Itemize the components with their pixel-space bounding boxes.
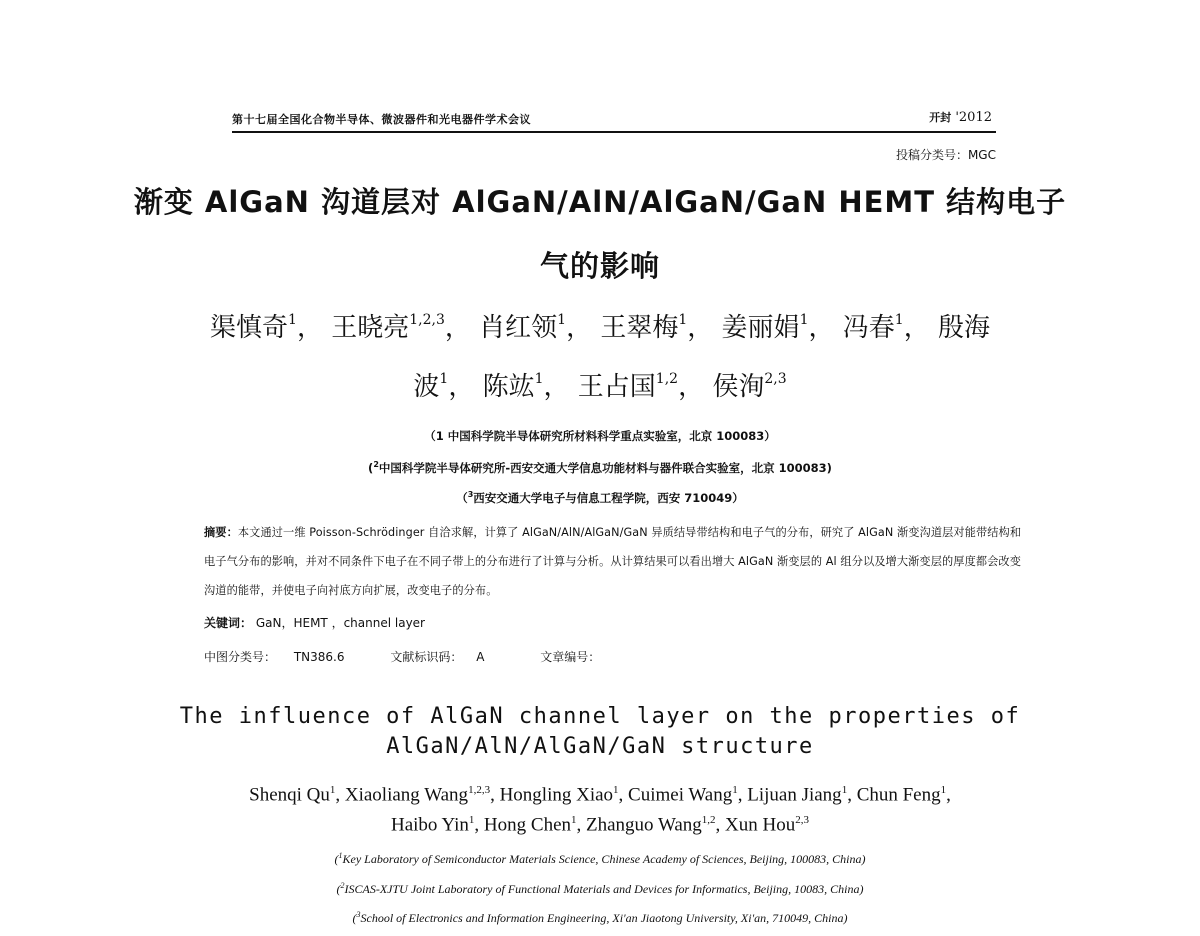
author-cn-sup: 2,3 [764,371,787,387]
article-number-label: 文章编号： [540,650,601,664]
keywords-text: GaN，HEMT ，channel layer [255,616,425,630]
affiliation-en-sup: 1 [338,851,343,860]
affiliation-en-sup: 2 [340,881,345,890]
keywords [204,614,425,631]
affiliation-en-1: ($^1$Key Laboratory of Semiconductor Materials Science, Chinese Academy of Sciences, Beijing, 100083, China) [334,851,866,866]
author-en-sup: 1,2 [701,814,716,826]
affiliation-cn-text: 西安交通大学电子与信息工程学院，西安 710049） [473,491,744,505]
author-en-sup: 1 [468,814,475,826]
author-en: Xiaoliang Wang [344,784,469,806]
affiliation-cn-3: （$^3$西安交通大学电子与信息工程学院，西安 710049） [456,490,744,505]
author-cn: 渠慎奇 [210,313,289,343]
author-cn-sup: 1 [557,312,567,328]
abstract-label: 摘要： [204,526,238,539]
author-en: Haibo Yin [390,814,469,836]
author-en-sup: 1 [732,784,738,796]
abstract-paragraph [204,518,1024,605]
author-cn: 肖红领 [479,313,558,343]
author-cn-sup: 1 [894,312,904,328]
affiliation-en-text: Key Laboratory of Semiconductor Materials Science, Chinese Academy of Sciences, Beijing, 100083, China) [342,852,866,866]
author-en: Hong Chen [483,814,571,836]
doc-code-label: 文献标识码： [390,650,463,664]
author-cn-sup: 1 [439,371,449,387]
author-cn: 侯洵 [712,372,765,402]
author-en-sup: 1,2,3 [468,784,491,796]
conference-name: 第十七届全国化合物半导体、微波器件和光电器件学术会议 [232,113,531,126]
affiliation-cn-sup: 3 [467,490,474,500]
author-cn-sup: 1,2,3 [409,312,445,328]
affiliation-cn-text: 中国科学院半导体研究所-西安交通大学信息功能材料与器件联合实验室，北京 100083) [378,461,832,475]
author-cn-sup: 1 [799,312,809,328]
author-cn: 王翠梅 [600,313,679,343]
affiliation-en-3: ($^3$School of Electronics and Information Engineering, Xi'an Jiaotong University, Xi'an, 710049, China) [352,910,848,925]
title-cn-line2: 气的影响 [539,249,660,283]
author-cn: 王占国 [577,372,656,402]
classification-line [204,648,600,665]
manuscript-class: 投稿分类号：MGC [895,148,996,162]
clc-value: TN386.6 [293,650,345,664]
affiliation-cn-sup: 2 [373,460,379,470]
authors-en-line2: Haibo Yin$^1$, Hong Chen$^1$, Zhanguo Wang$^{1,2}$, Xun Hou$^{2,3}$ [390,814,809,836]
author-en-sup: 1 [841,784,848,796]
author-en-sup: 1 [571,814,577,826]
author-en: Xun Hou [725,814,796,836]
authors-cn-line2: 波$^1$， 陈竑$^1$， 王占国$^{1,2}$， 侯洵$^{2,3}$ [413,371,787,402]
header-year: '2012 [955,110,992,125]
abstract-text: 本文通过一维 Poisson-Schrödinger 自洽求解，计算了 AlGaN/AlN/AlGaN/GaN 异质结导带结构和电子气的分布，研究了 AlGaN 渐变沟道层对能带结构和电子气分布的影响，并对不同条件下电子在不同子带上的分布进行了计算与分析。从计算结果可以看出增大 AlGaN 渐变层的 Al 组分以及增大渐变层的厚度都会改变沟道的能带，并使电子向衬底方向扩展，改变电子的分布。 [204,526,1022,597]
affiliation-cn-1 [0,428,1200,444]
author-en-sup: 1 [329,784,336,796]
affiliation-en-text: ISCAS-XJTU Joint Laboratory of Functional Materials and Devices for Informatics, Beijing, 10083, China) [344,882,864,896]
author-en: Chun Feng [856,784,941,806]
author-cn-partial: 波 [413,372,440,402]
author-en: Zhanguo Wang [586,814,702,836]
affiliation-en-sup: 3 [356,910,361,919]
authors-en-line1: Shenqi Qu$^1$, Xiaoliang Wang$^{1,2,3}$, Hongling Xiao$^1$, Cuimei Wang$^1$, Lijuan Jiang$^1$, Chun Feng$^1$, [249,784,951,806]
doc-code-value: A [476,650,485,664]
author-en: Hongling Xiao [499,784,614,806]
title-en-line2: AlGaN/AlN/AlGaN/GaN structure [386,734,814,759]
affiliation-cn-2: ($^2$中国科学院半导体研究所-西安交通大学信息功能材料与器件联合实验室，北京 100083) [368,460,832,475]
author-en-sup: 2,3 [795,814,809,826]
authors-cn-line1: 渠慎奇$^1$， 王晓亮$^{1,2,3}$， 肖红领$^1$， 王翠梅$^1$， 姜丽娟$^1$， 冯春$^1$， 殷海 [210,312,990,343]
header-location: 开封 [929,111,952,124]
author-cn-sup: 1 [534,371,544,387]
clc-label: 中图分类号： [204,650,277,664]
author-cn-sup: 1,2 [655,371,679,387]
author-cn: 陈竑 [482,372,535,402]
author-cn-partial: 殷海 [937,313,990,343]
author-en-sup: 1 [940,784,947,796]
author-cn-sup: 1 [678,312,688,328]
author-en: Lijuan Jiang [747,784,842,806]
author-cn: 冯春 [842,313,895,343]
title-cn-line1: 渐变 AlGaN 沟道层对 AlGaN/AlN/AlGaN/GaN HEMT 结构电子 [133,185,1067,219]
author-en: Shenqi Qu [249,784,330,806]
author-en-sup: 1 [613,784,619,796]
author-en: Cuimei Wang [628,784,733,806]
title-en-line1: The influence of AlGaN channel layer on the properties of [179,704,1021,729]
affiliation-cn-text: （1 中国科学院半导体研究所材料科学重点实验室，北京 100083） [424,429,776,443]
affiliation-en-text: School of Electronics and Information Engineering, Xi'an Jiaotong University, Xi'an, 710049, China) [360,911,848,925]
running-header [232,111,996,133]
keywords-label: 关键词： [204,616,253,630]
header-location-year [929,109,992,125]
author-cn-sup: 1 [288,312,297,328]
author-cn: 王晓亮 [331,313,410,343]
author-cn: 姜丽娟 [721,313,800,343]
affiliation-en-2: ($^2$ISCAS-XJTU Joint Laboratory of Functional Materials and Devices for Informatics, Beijing, 10083, China) [336,881,864,896]
